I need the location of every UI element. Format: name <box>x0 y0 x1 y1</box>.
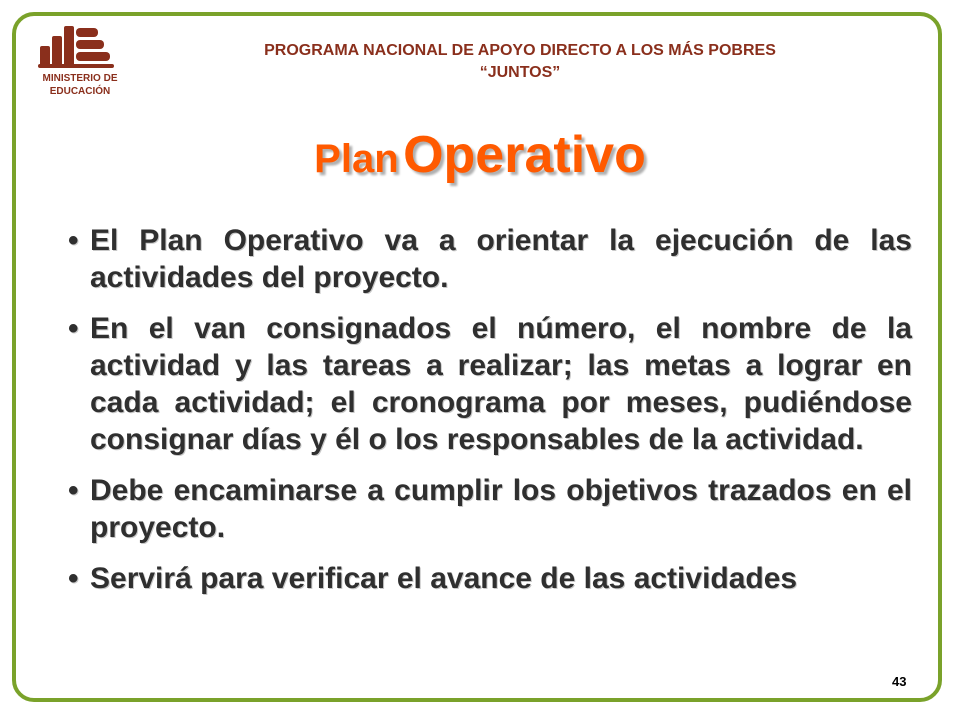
slide-title-part1: Plan <box>314 137 399 181</box>
bullet-item <box>60 472 912 546</box>
program-header-line2: “JUNTOS” <box>479 64 561 81</box>
bullet-text: El Plan Operativo va a orientar la ejecución de las actividades del proyecto. <box>90 224 912 294</box>
slide-title <box>0 124 960 199</box>
ministry-logo <box>30 20 130 110</box>
ministry-logo-icon <box>34 20 126 70</box>
bullet-list <box>60 222 912 611</box>
bullet-item <box>60 310 912 458</box>
bullet-dot-icon: • <box>68 474 79 507</box>
bullet-dot-icon: • <box>68 224 79 257</box>
program-header <box>150 40 890 84</box>
ministry-logo-line1: MINISTERIO DE <box>42 73 118 84</box>
ministry-logo-line2: EDUCACIÓN <box>49 86 111 97</box>
bullet-dot-icon: • <box>68 562 79 595</box>
slide-title-part2: Operativo <box>403 126 646 184</box>
bullet-dot-icon: • <box>68 312 79 345</box>
bullet-item <box>60 560 912 597</box>
bullet-text: Debe encaminarse a cumplir los objetivos trazados en el proyecto. <box>90 474 912 544</box>
bullet-item <box>60 222 912 296</box>
page-number: 43 <box>892 674 907 689</box>
bullet-text: Servirá para verificar el avance de las actividades <box>90 562 798 595</box>
bullet-text: En el van consignados el número, el nombre de la actividad y las tareas a realizar; las metas a lograr en cada actividad; el cronograma por meses, pudiéndose consignar días y él o los responsables de la actividad. <box>90 312 912 456</box>
ministry-logo-label <box>30 72 130 98</box>
program-header-line1: PROGRAMA NACIONAL DE APOYO DIRECTO A LOS MÁS POBRES <box>264 42 776 59</box>
